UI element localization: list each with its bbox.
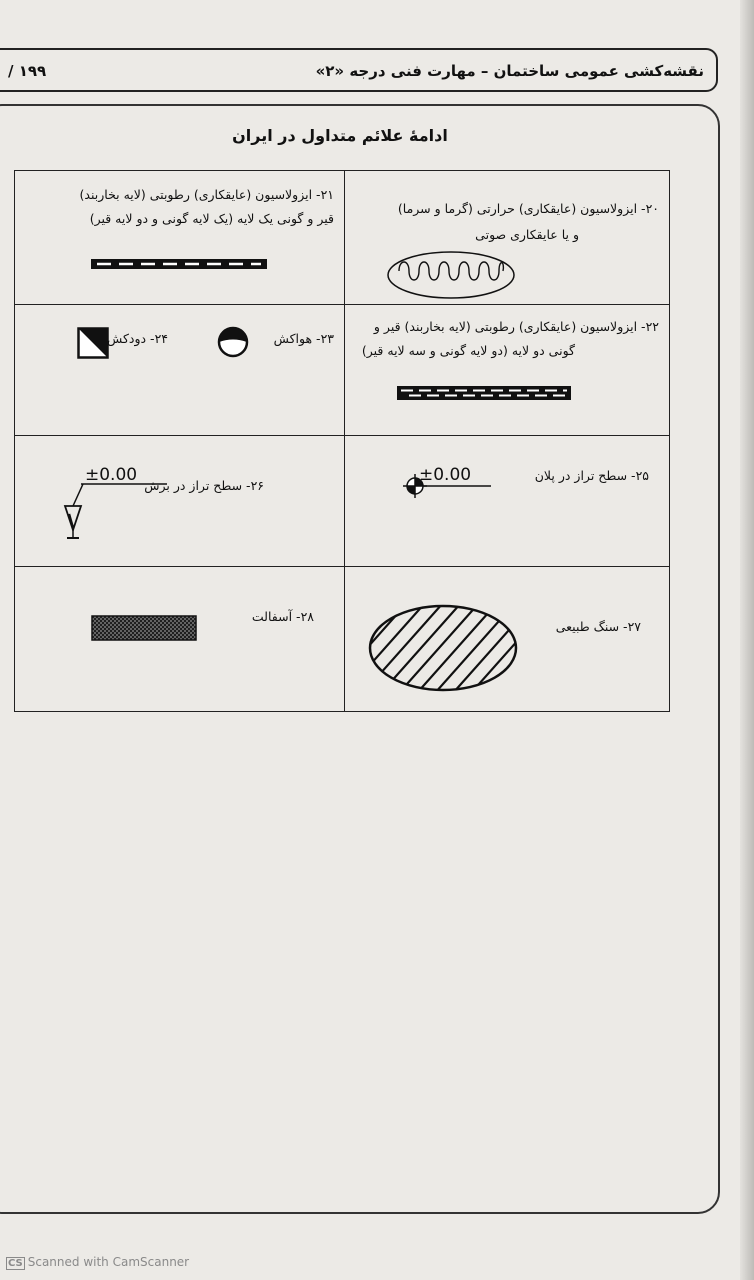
cell-21	[15, 171, 345, 305]
table-title: ادامهٔ علائم متداول در ایران	[232, 126, 448, 145]
cell-22	[345, 305, 670, 436]
thermal-insulation-icon	[385, 249, 517, 301]
header-title: نقشه‌کشی عمومی ساختمان – مهارت فنی درجه «۲»	[315, 62, 704, 80]
cell-27	[345, 567, 670, 712]
plan-level-label: ۲۵- سطح تراز در پلان	[534, 468, 649, 483]
page-edge-shadow	[740, 0, 754, 1280]
section-level-label: ۲۶- سطح تراز در برش	[144, 478, 264, 493]
section-level-value: ±0.00	[85, 465, 138, 485]
cell-21-text-2: قیر و گونی یک لایه (یک لایه گونی و دو لایه قیر)	[89, 211, 334, 226]
asphalt-icon	[91, 615, 197, 641]
camscanner-logo: CS	[8, 1258, 23, 1269]
cell-20-text-2: و یا عایقکاری صوتی	[475, 227, 579, 242]
air-vent-icon	[217, 326, 249, 358]
cell-26	[15, 436, 345, 567]
natural-stone-label: ۲۷- سنگ طبیعی	[555, 619, 641, 634]
asphalt-label: ۲۸- آسفالت	[251, 609, 314, 624]
cell-21-text-1: ۲۱- ایزولاسیون (عایقکاری) رطوبتی (لایه بخاربند)	[79, 187, 334, 202]
section-level-icon	[51, 456, 169, 548]
plan-level-icon	[397, 458, 493, 504]
cell-25	[345, 436, 670, 567]
page-number: ۱۹۹ /	[8, 62, 47, 80]
cell-22-text-2: گونی دو لایه (دو لایه گونی و سه لایه قیر)	[361, 343, 575, 358]
cell-22-text-1: ۲۲- ایزولاسیون (عایقکاری) رطوبتی (لایه بخاربند) قیر و	[373, 319, 659, 334]
scanner-watermark	[6, 1255, 189, 1270]
cell-23-24	[15, 305, 345, 436]
symbols-table	[14, 170, 670, 712]
vapor-barrier-double-icon	[397, 385, 571, 401]
cell-20	[345, 171, 670, 305]
chimney-label: ۲۴- دودکش	[107, 331, 168, 346]
vapor-barrier-single-icon	[91, 257, 267, 271]
cell-28	[15, 567, 345, 712]
cell-20-text-1: ۲۰- ایزولاسیون (عایقکاری) حرارتی (گرما و سرما)	[397, 201, 659, 216]
chimney-icon	[77, 327, 109, 359]
scanner-note: Scanned with CamScanner	[27, 1255, 190, 1269]
air-vent-label: ۲۳- هواکش	[273, 331, 334, 346]
plan-level-value: ±0.00	[419, 465, 472, 485]
natural-stone-icon	[367, 603, 519, 693]
